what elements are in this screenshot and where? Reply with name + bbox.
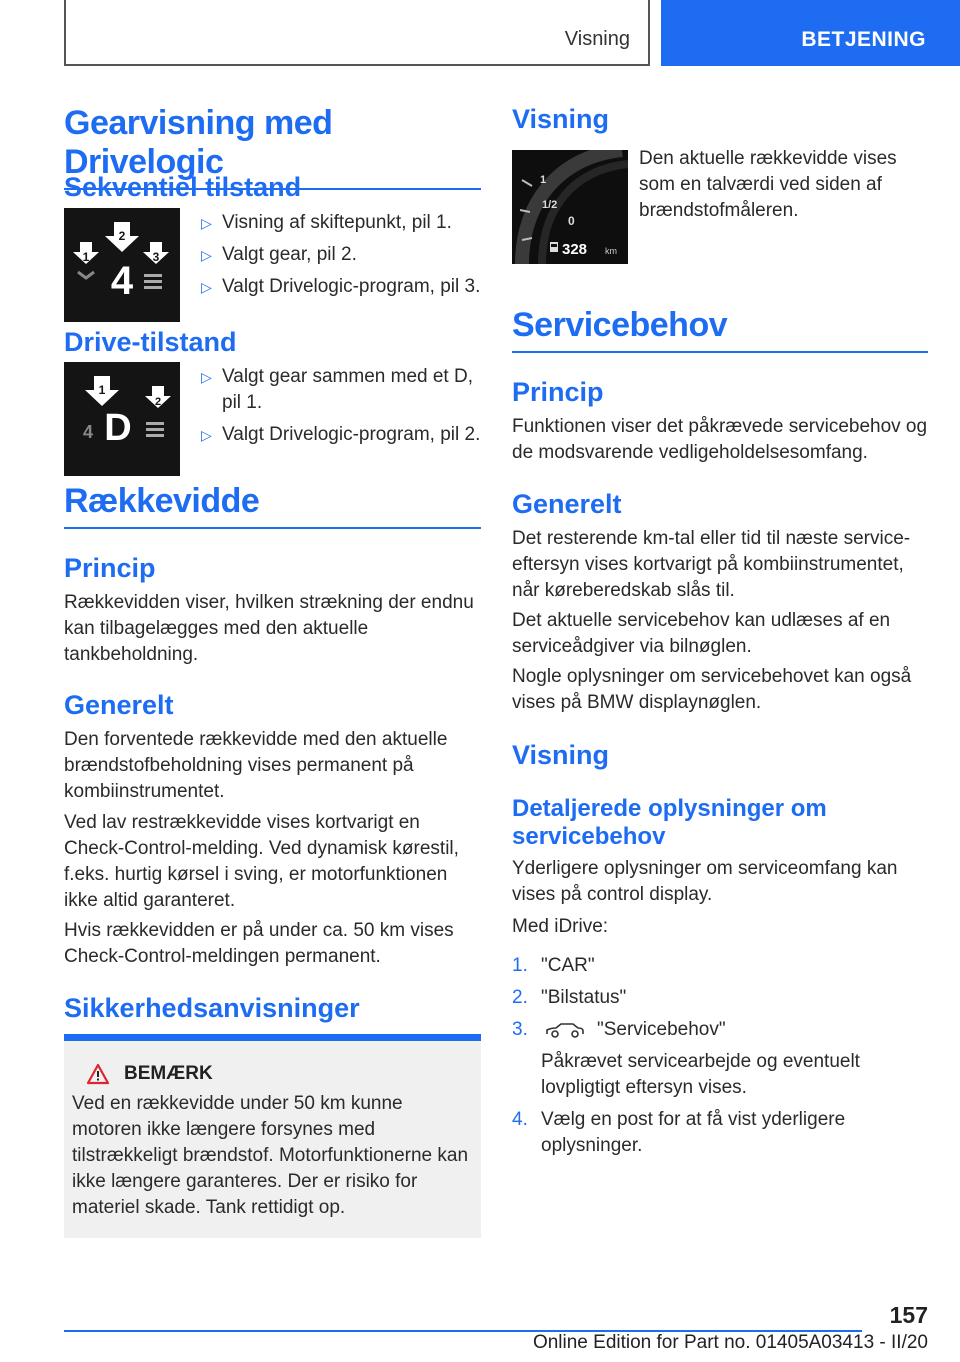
triangle-bullet-icon: ▷ (201, 247, 212, 263)
drive-bullet-list (201, 364, 491, 448)
header-left-frame (64, 0, 650, 66)
service-display-heading: Visning (512, 740, 610, 770)
service-general-paragraph: Det aktuelle servicebehov kan udlæses af en serviceådgiver via bilnøglen. (512, 610, 891, 657)
service-general-heading: Generelt (512, 489, 622, 519)
header-chapter-label: BETJENING (801, 28, 926, 51)
arrow-2-label: 2 (118, 229, 126, 243)
triangle-bullet-icon: ▷ (201, 215, 212, 231)
header-section-title: Visning (564, 28, 630, 50)
gauge-label-half: 1/2 (542, 199, 558, 211)
page-number: 157 (889, 1302, 928, 1328)
safety-heading: Sikkerhedsanvisninger (64, 993, 360, 1023)
sequential-mode-image (64, 208, 180, 322)
bullet-item: ▷ Valgt gear sammen med et D, pil 1. (201, 366, 473, 413)
range-gauge-image (512, 150, 628, 264)
range-general-paragraph: Ved lav restrækkevidde vises kortvarigt en Check-Control-melding. Ved dynamisk kørestil, f.eks. hurtig kørsel i sving, er motorfunktionen ikke altid garanteret. (64, 812, 459, 911)
triangle-bullet-icon: ▷ (201, 369, 212, 385)
drive-letter: D (104, 407, 132, 449)
header-chapter-tab (661, 0, 960, 66)
detail-text: Yderligere oplysninger om serviceomfang kan vises på control display. (512, 858, 898, 905)
arrow-1-label: 1 (98, 383, 106, 397)
drive-mode-heading: Drive-tilstand (64, 327, 237, 357)
service-principle-text: Funktionen viser det påkrævede servicebehov og de modsvarende vedligeholdelsesomfang. (512, 416, 928, 463)
drive-mode-image (64, 362, 180, 476)
range-value: 328 (562, 241, 588, 258)
range-general-paragraph: Hvis rækkevidden er på under ca. 50 km vises Check-Control-meldingen permanent. (64, 920, 454, 967)
range-principle-heading: Princip (64, 553, 156, 583)
car-icon (545, 1021, 585, 1039)
sequential-bullet-list (201, 210, 491, 300)
gear-display-title: Gearvisning med Drivelogic (64, 104, 481, 190)
arrow-2-label: 2 (154, 396, 162, 408)
footer-edition-text: Online Edition for Part no. 01405A03413 - II/20 (532, 1332, 928, 1353)
gear-number: 4 (82, 422, 94, 442)
display-heading: Visning (512, 104, 610, 134)
bullet-item: ▷ Valgt Drivelogic-program, pil 3. (201, 274, 491, 300)
sequential-heading: Sekventiel tilstand (64, 172, 302, 202)
range-principle-text: Rækkevidden viser, hvilken strækning der endnu kan tilbagelægges med den aktuelle tankbeholdning. (64, 592, 474, 665)
service-title: Servicebehov (512, 306, 928, 353)
drivelogic-program-icon (144, 274, 162, 289)
idrive-label: Med iDrive: (512, 916, 609, 937)
note-label: BEMÆRK (124, 1063, 213, 1084)
range-title: Rækkevidde (64, 482, 481, 529)
arrow-3-label: 3 (152, 250, 160, 264)
detail-heading: Detaljerede oplysninger om servicebehov (512, 795, 827, 850)
arrow-1-label: 1 (82, 250, 90, 264)
display-text: Den aktuelle rækkevidde vises som en talværdi ved siden af brændstofmåleren. (639, 148, 897, 221)
gauge-label-empty: 0 (568, 214, 575, 228)
bullet-item: ▷ Visning af skiftepunkt, pil 1. (201, 210, 491, 236)
fuel-pump-icon (550, 242, 558, 252)
note-top-bar (64, 1034, 481, 1041)
step-item: 1. "CAR" (512, 955, 595, 976)
gear-number: 4 (110, 259, 134, 303)
shift-chevron-icon (78, 272, 94, 278)
range-unit: km (605, 246, 617, 256)
warning-note (64, 1041, 481, 1238)
service-general-paragraph: Nogle oplysninger om servicebehovet kan også vises på BMW displaynøglen. (512, 666, 912, 713)
range-general-paragraph: Den forventede rækkevidde med den aktuelle brændstofbeholdning vises permanent på kombiinstrumentet. (64, 729, 448, 802)
step-item: 2. "Bilstatus" (512, 987, 627, 1008)
service-general-paragraph: Det resterende km-tal eller tid til næste service-eftersyn vises kortvarigt på kombiinstrumentet, når køreberedskab slås til. (512, 528, 911, 601)
drivelogic-program-icon (146, 422, 164, 437)
bullet-item: ▷ Valgt Drivelogic-program, pil 2. (201, 422, 491, 448)
triangle-bullet-icon: ▷ (201, 427, 212, 443)
idrive-steps (512, 953, 928, 1165)
gauge-label-full: 1 (540, 174, 547, 186)
step-sub-text: Påkrævet servicearbejde og eventuelt lovpligtigt eftersyn vises. (541, 1051, 860, 1098)
service-principle-heading: Princip (512, 377, 604, 407)
note-header (72, 1063, 471, 1085)
range-general-heading: Generelt (64, 690, 174, 720)
triangle-bullet-icon: ▷ (201, 279, 212, 295)
warning-triangle-icon (86, 1063, 110, 1085)
step-item: 4. Vælg en post for at få vist yderligere oplysninger. (512, 1109, 846, 1156)
step-item: 3. "Servicebehov" Påkrævet servicearbejde og eventuelt lovpligtigt eftersyn vises. (512, 1017, 928, 1101)
note-text: Ved en rækkevidde under 50 km kunne motoren ikke længere forsynes med tilstrækkeligt brændstof. Motorfunktionerne kan ikke længere garanteres. Der er risiko for materiel skade. Tank rettidigt op. (72, 1093, 469, 1218)
bullet-item: ▷ Valgt gear, pil 2. (201, 242, 491, 268)
